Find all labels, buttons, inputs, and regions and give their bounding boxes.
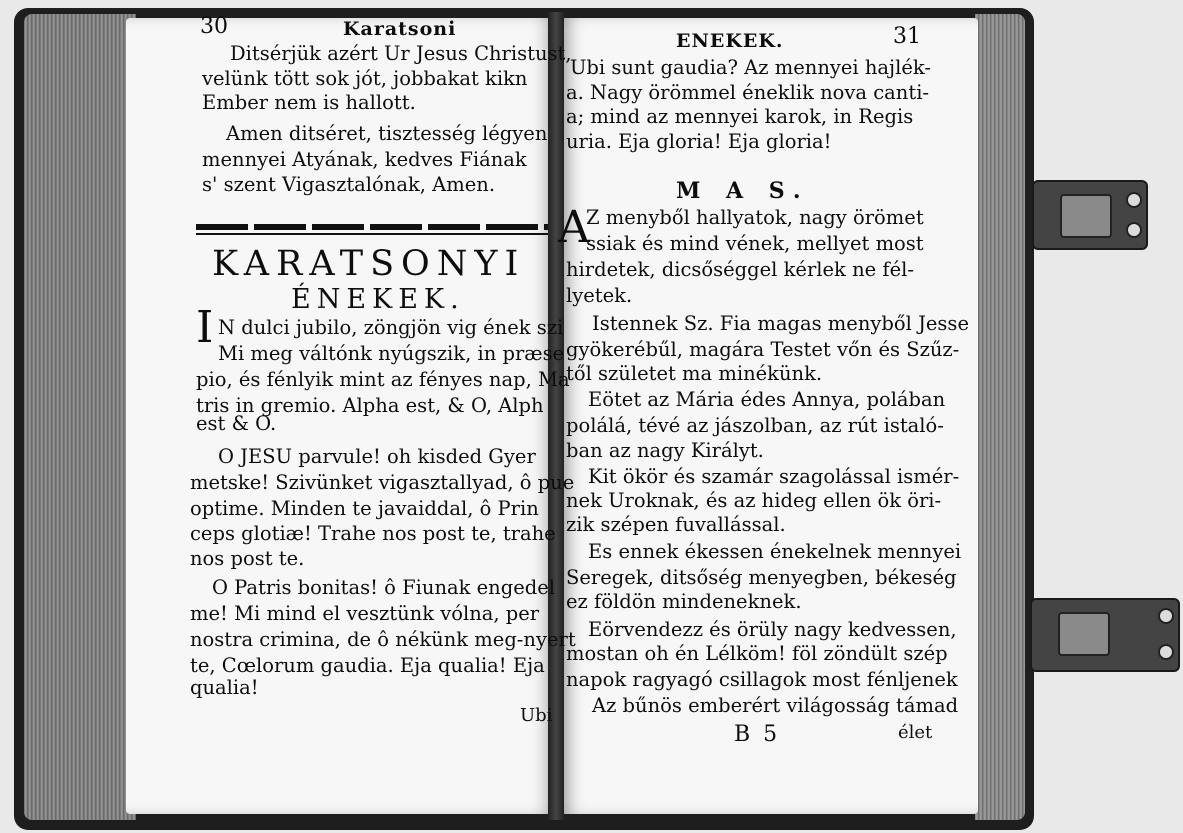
text-line: ssiak és mind vének, mellyet most	[586, 232, 924, 255]
text-line: Amen ditséret, tisztesség légyen	[226, 122, 548, 145]
text-line: napok ragyagó csillagok most fénljenek	[566, 668, 958, 691]
text-line: Kit ökör és szamár szagolással ismér-	[588, 465, 960, 488]
page-number-right: 31	[893, 24, 921, 49]
drop-cap: A	[558, 202, 590, 253]
book-gutter	[548, 12, 564, 820]
text-line: velünk tött sok jót, jobbakat kikn	[202, 67, 528, 90]
text-line: Es ennek ékessen énekelnek mennyei	[588, 540, 962, 563]
page-edges-right	[975, 14, 1025, 820]
text-line: est & O.	[196, 412, 277, 435]
text-line: Seregek, ditsőség menyegben, békeség	[566, 566, 957, 589]
text-line: me! Mi mind el vesztünk vólna, per	[190, 602, 540, 625]
text-line: s' szent Vigasztalónak, Amen.	[202, 173, 496, 196]
catchword-left: Ubi	[520, 705, 553, 726]
clasp-bottom	[1030, 598, 1180, 672]
text-line: metske! Szivünket vigasztallyad, ô pue	[190, 471, 575, 494]
clasp-plate	[1058, 612, 1110, 656]
clasp-rivet	[1126, 222, 1142, 238]
text-line: pio, és fénlyik mint az fényes nap, Ma	[196, 368, 570, 391]
section-title: KARATSONYI	[212, 244, 526, 284]
page-edges-left	[24, 14, 136, 820]
section-title: M A S.	[676, 178, 810, 204]
text-line: Az bűnös emberért világosság támad	[592, 694, 959, 717]
text-line: ban az nagy Királyt.	[566, 439, 764, 462]
text-line: Istennek Sz. Fia magas menyből Jesse	[592, 312, 969, 335]
clasp-rivet	[1158, 608, 1174, 624]
section-subtitle: ÉNEKEK.	[291, 284, 465, 315]
text-line: tris in gremio. Alpha est, & O, Alph	[196, 394, 544, 417]
text-line: Eötet az Mária édes Annya, polában	[588, 388, 946, 411]
text-line: Ditsérjük azért Ur Jesus Christust,	[230, 42, 572, 65]
text-line: ez földön mindeneknek.	[566, 590, 802, 613]
text-line: Eörvendezz és örüly nagy kedvessen,	[588, 618, 957, 641]
running-head-right: ENEKEK.	[676, 30, 784, 52]
running-head-left: Karatsoni	[343, 18, 457, 40]
clasp-plate	[1060, 194, 1112, 238]
text-line: nos post te.	[190, 547, 305, 570]
text-line: ceps glotiæ! Trahe nos post te, trahe	[190, 522, 556, 545]
drop-cap: I	[196, 302, 214, 353]
text-line: től születet ma minékünk.	[566, 362, 823, 385]
text-line: Z menyből hallyatok, nagy örömet	[586, 206, 924, 229]
text-line: nek Uroknak, és az hideg ellen ök öri-	[566, 489, 942, 512]
catchword-right: élet	[898, 722, 933, 743]
text-line: mennyei Atyának, kedves Fiának	[202, 148, 527, 171]
page-number-left: 30	[200, 14, 228, 39]
text-line: lyetek.	[566, 284, 633, 307]
clasp-top	[1032, 180, 1148, 250]
text-line: hirdetek, dicsőséggel kérlek ne fél-	[566, 258, 914, 281]
text-line: Mi meg váltónk nyúgszik, in præse	[218, 342, 565, 365]
clasp-rivet	[1158, 644, 1174, 660]
clasp-rivet	[1126, 192, 1142, 208]
text-line: te, Cœlorum gaudia. Eja qualia! Eja	[190, 654, 545, 677]
text-line: O JESU parvule! oh kisded Gyer	[218, 445, 536, 468]
text-line: zik szépen fuvallással.	[566, 513, 786, 536]
ornamental-rule	[196, 224, 548, 230]
text-line: nostra crimina, de ô nékünk meg-nyert	[190, 628, 576, 651]
text-line: O Patris bonitas! ô Fiunak engedel	[212, 576, 556, 599]
text-line: N dulci jubilo, zöngjön vig ének szi	[218, 316, 564, 339]
text-line: mostan oh én Lélköm! föl zöndült szép	[566, 642, 948, 665]
text-line: Ubi sunt gaudia? Az mennyei hajlék-	[570, 56, 931, 79]
text-line: a; mind az mennyei karok, in Regis	[566, 105, 914, 128]
text-line: Ember nem is hallott.	[202, 91, 416, 114]
ornamental-rule-line	[196, 233, 548, 235]
text-line: qualia!	[190, 676, 259, 699]
text-line: gyökerébűl, magára Testet vőn és Szűz-	[566, 338, 960, 361]
text-line: polálá, tévé az jászolban, az rút istaló-	[566, 414, 944, 437]
text-line: a. Nagy örömmel éneklik nova canti-	[566, 81, 930, 104]
text-line: uria. Eja gloria! Eja gloria!	[566, 130, 832, 153]
text-line: optime. Minden te javaiddal, ô Prin	[190, 497, 539, 520]
signature-mark: B 5	[734, 722, 781, 747]
